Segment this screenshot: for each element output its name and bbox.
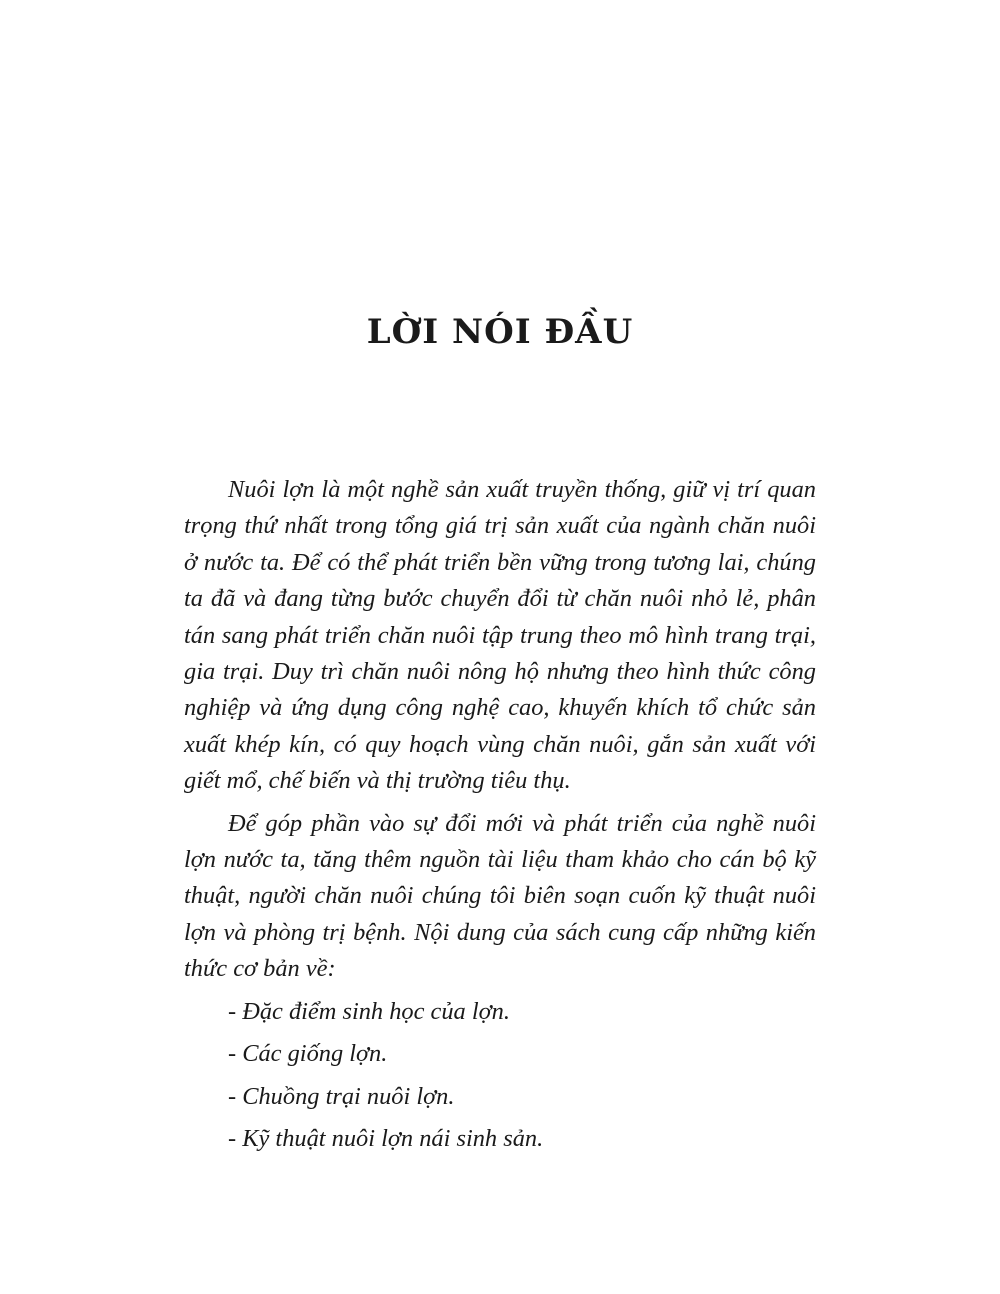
body-text (184, 472, 816, 1163)
list-item: - Kỹ thuật nuôi lợn nái sinh sản. (228, 1124, 544, 1152)
paragraph-purpose: Để góp phần vào sự đổi mới và phát triển của nghề nuôi lợn nước ta, tăng thêm nguồn tài liệu tham khảo cho cán bộ kỹ thuật, người chăn nuôi chúng tôi biên soạn cuốn kỹ thuật nuôi lợn và phòng trị bệnh. Nội dung của sách cung cấp những kiến thức cơ bản về: (184, 809, 816, 983)
list-item: - Các giống lợn. (228, 1040, 388, 1068)
list-item: - Đặc điểm sinh học của lợn. (228, 997, 510, 1025)
list-item: - Chuồng trại nuôi lợn. (228, 1082, 455, 1110)
page-title: LỜI NÓI ĐẦU (366, 312, 634, 352)
paragraph-intro: Nuôi lợn là một nghề sản xuất truyền thống, giữ vị trí quan trọng thứ nhất trong tổng giá trị sản xuất của ngành chăn nuôi ở nước ta. Để có thể phát triển bền vững trong tương lai, chúng ta đã và đang từng bước chuyển đổi từ chăn nuôi nhỏ lẻ, phân tán sang phát triển chăn nuôi tập trung theo mô hình trang trại, gia trại. Duy trì chăn nuôi nông hộ nhưng theo hình thức công nghiệp và ứng dụng công nghệ cao, khuyến khích tổ chức sản xuất khép kín, có quy hoạch vùng chăn nuôi, gắn sản xuất với giết mổ, chế biến và thị trường tiêu thụ. (184, 476, 816, 795)
